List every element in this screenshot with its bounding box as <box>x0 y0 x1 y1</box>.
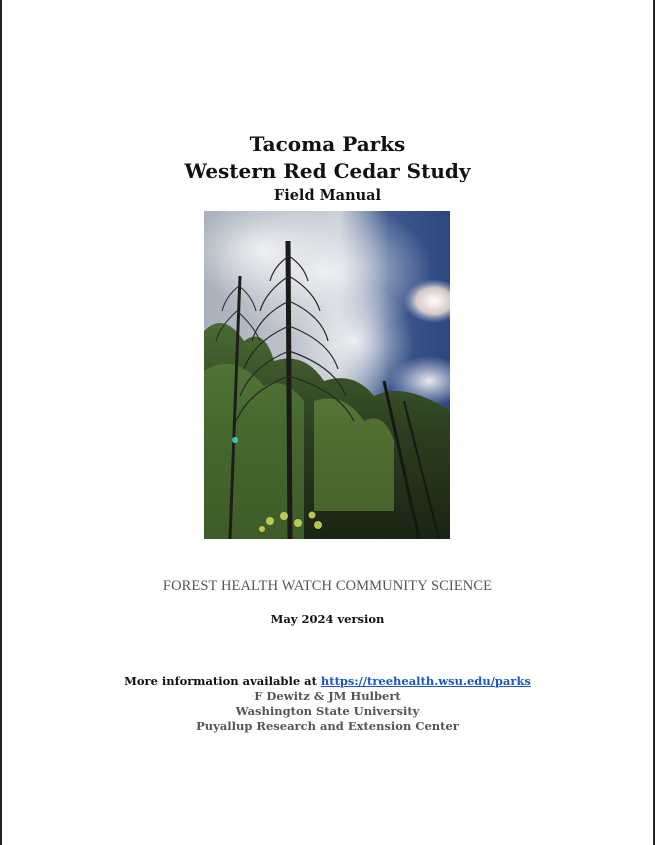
title-line-2: Western Red Cedar Study <box>184 159 471 183</box>
more-info-prefix: More information available at <box>124 674 321 688</box>
research-center: Puyallup Research and Extension Center <box>196 719 459 733</box>
version-label: May 2024 version <box>270 612 385 626</box>
more-info-link[interactable]: https://treehealth.wsu.edu/parks <box>320 674 531 688</box>
cover-photo <box>204 211 450 539</box>
authors: F Dewitz & JM Hulbert <box>254 689 401 703</box>
more-info-line <box>0 674 655 688</box>
subtitle: Field Manual <box>273 187 382 204</box>
university: Washington State University <box>235 704 420 718</box>
organization-name: FOREST HEALTH WATCH COMMUNITY SCIENCE <box>162 578 493 594</box>
title-line-1: Tacoma Parks <box>249 132 406 156</box>
